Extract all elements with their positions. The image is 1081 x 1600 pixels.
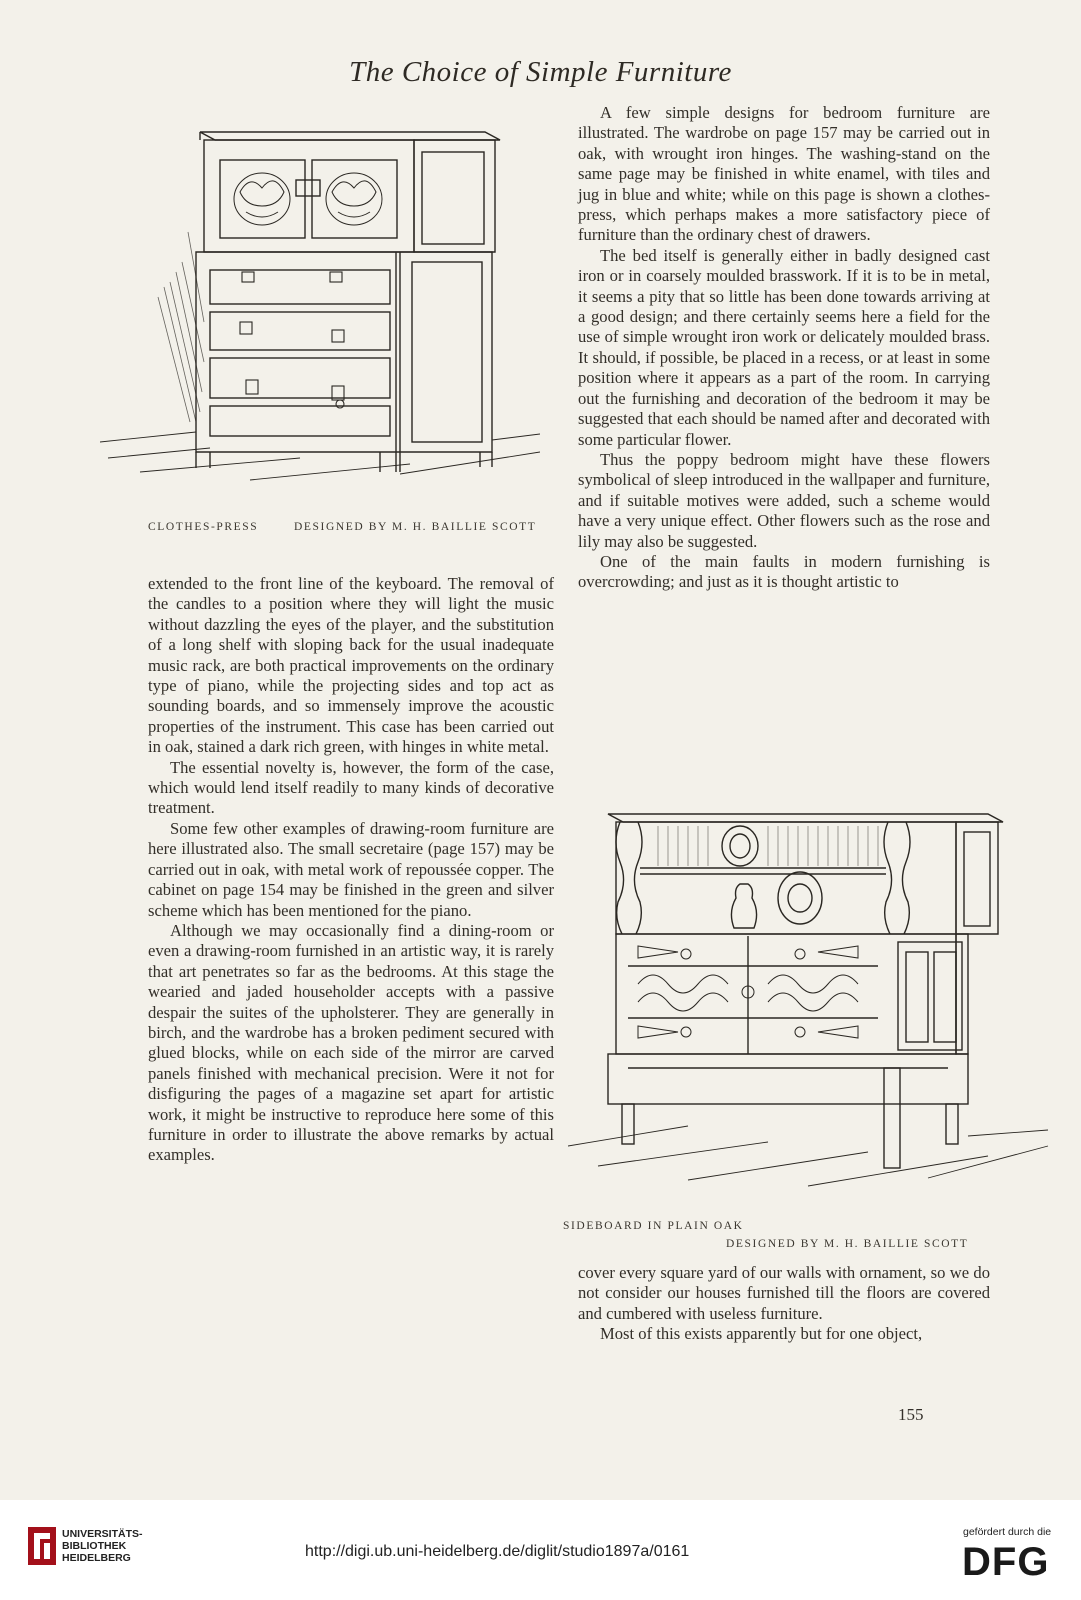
sideboard-caption-line1: SIDEBOARD IN PLAIN OAK: [563, 1220, 744, 1232]
right-paragraph-5: cover every square yard of our walls with ornament, so we do not consider our houses furnished till the floors are covered and cumbered with useless furniture.: [578, 1263, 990, 1323]
sideboard-illustration: [568, 806, 1058, 1206]
funded-by-label: gefördert durch die: [963, 1526, 1052, 1538]
dfg-logo: DFG: [962, 1540, 1050, 1584]
right-column-bottom: [578, 1263, 990, 1345]
clothes-press-caption-right: DESIGNED BY M. H. BAILLIE SCOTT: [294, 521, 537, 533]
page-title: The Choice of Simple Furniture: [349, 56, 732, 88]
left-paragraph-4: Although we may occasionally find a dining-room or even a drawing-room furnished in an artistic way, it is rarely that art penetrates so far as the bedrooms. At this stage the wearied and jaded householder accepts with a passive despair the suites of the upholsterer. They are generally in birch, and the wardrobe has a broken pediment secured with glued blocks, while on each side of the mirror are carved panels finished with mechanical precision. Were it not for disfiguring the pages of a magazine set apart for artistic work, it might be instructive to reproduce here some of this furniture in order to illustrate the above remarks by actual examples.: [148, 920, 554, 1165]
sideboard-caption-line2: DESIGNED BY M. H. BAILLIE SCOTT: [726, 1238, 969, 1250]
left-paragraph-1: extended to the front line of the keyboard. The removal of the candles to a position where they will light the music without dazzling the eyes of the player, and the substitution of a long shelf with sloping back for the usual inadequate music rack, are both practical improvements on the ordinary type of piano, while the projecting sides and top act as sounding boards, and so immensely improve the acoustic properties of the instrument. This case has been carried out in oak, stained a dark rich green, with hinges in white metal.: [148, 574, 554, 757]
right-column-top: [578, 103, 990, 593]
library-line2: BIBLIOTHEK: [62, 1540, 127, 1552]
library-line1: UNIVERSITÄTS-: [62, 1528, 143, 1540]
library-line3: HEIDELBERG: [62, 1552, 131, 1564]
source-url-link[interactable]: http://digi.ub.uni-heidelberg.de/diglit/studio1897a/0161: [305, 1543, 690, 1560]
right-paragraph-6: Most of this exists apparently but for one object,: [600, 1324, 923, 1344]
library-name: [62, 1528, 143, 1564]
left-column: [148, 574, 554, 1166]
page-number: 155: [898, 1405, 924, 1424]
clothes-press-caption-left: CLOTHES-PRESS: [148, 521, 259, 533]
library-logo-icon: [28, 1527, 56, 1570]
right-paragraph-3: Thus the poppy bedroom might have these flowers symbolical of sleep introduced in the wallpaper and furniture, and if suitable motives were added, such a scheme would have a very unique effect. Other flowers such as the rose and lily may also be suggested.: [578, 449, 990, 551]
left-paragraph-3: Some few other examples of drawing-room furniture are here illustrated also. The small secretaire (page 157) may be carried out in oak, with metal work of repoussée copper. The cabinet on page 154 may be finished in the green and silver scheme which has been mentioned for the piano.: [148, 818, 554, 920]
clothes-press-illustration: [100, 122, 540, 482]
right-paragraph-2: The bed itself is generally either in badly designed cast iron or in coarsely moulded brasswork. If it is to be in metal, it seems a pity that so little has been done towards arriving at a good design; and there certainly seems here a field for the use of simple wrought iron work or delicately moulded brass. It should, if possible, be placed in a recess, or at least in some position where it appears as a part of the room. In carrying out the furnishing and decoration of the bedroom it may be suggested that each should be named after and decorated with some particular flower.: [578, 245, 990, 449]
right-paragraph-4: One of the main faults in modern furnishing is overcrowding; and just as it is thought artistic to: [578, 551, 990, 592]
left-paragraph-2: The essential novelty is, however, the form of the case, which would lend itself readily to many kinds of decorative treatment.: [148, 757, 554, 818]
right-paragraph-1: A few simple designs for bedroom furniture are illustrated. The wardrobe on page 157 may be carried out in oak, with wrought iron hinges. The washing-stand on the same page may be finished in white enamel, with tiles and jug in blue and white; while on this page is shown a clothes-press, which perhaps makes a more satisfactory piece of furniture than the ordinary chest of drawers.: [578, 103, 990, 245]
